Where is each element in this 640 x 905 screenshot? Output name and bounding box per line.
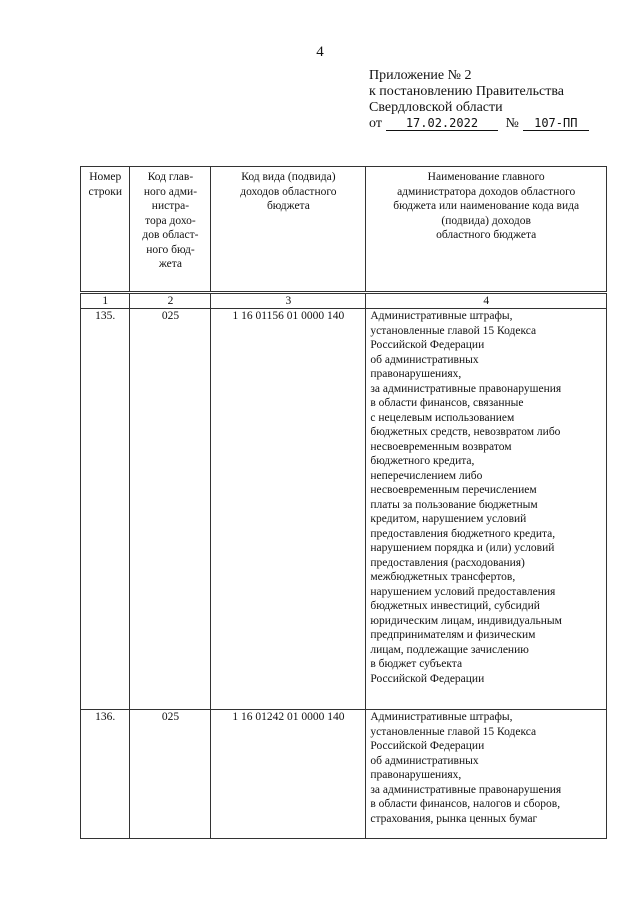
text-line: лицам, подлежащие зачислению <box>370 643 529 656</box>
text-line: об административных <box>370 754 479 767</box>
text-line: в области финансов, связанные <box>370 397 524 409</box>
text-line: платы за пользование бюджетным <box>370 498 538 511</box>
text-line: нистра- <box>151 200 190 212</box>
text-line: с нецелевым использованием <box>370 411 515 424</box>
text-line: нарушением условий предоставления <box>370 585 556 598</box>
appendix-resolution-line: к постановлению Правительства <box>369 84 565 99</box>
text-line: областного бюджета <box>436 229 537 241</box>
text-line: ного бюд- <box>146 243 195 256</box>
text-line: доходов областного <box>240 185 337 198</box>
text-line: бюджетных инвестиций, субсидий <box>370 600 540 612</box>
income-code: 1 16 01156 01 0000 140 <box>211 309 366 710</box>
number-field: 107-ПП <box>523 116 589 131</box>
header-income-code <box>211 167 366 293</box>
text-line: предоставления бюджетного кредита, <box>370 527 556 540</box>
text-line: Российской Федерации <box>370 339 485 351</box>
text-line: правонарушениях, <box>370 368 462 380</box>
text-line: администратора доходов областного <box>397 185 576 198</box>
text-line: Наименование главного <box>427 171 545 183</box>
table-row <box>81 710 607 839</box>
text-line: предпринимателям и физическим <box>370 629 536 641</box>
admin-code: 025 <box>130 309 211 710</box>
text-line: бюджета <box>266 200 310 212</box>
text-line: Административные штрафы, <box>370 310 513 322</box>
text-line: юридическим лицам, индивидуальным <box>370 614 562 627</box>
date-field: 17.02.2022 <box>386 116 498 131</box>
text-line: Административные штрафы, <box>370 711 513 723</box>
text-line: несвоевременным перечислением <box>370 484 537 496</box>
income-table <box>80 166 607 839</box>
text-line: (подвида) доходов <box>441 214 531 227</box>
column-number: 4 <box>366 293 607 309</box>
text-line: нарушением порядка и (или) условий <box>370 542 555 554</box>
text-line: бюджета или наименование кода вида <box>393 200 580 212</box>
row-number: 136. <box>81 710 130 839</box>
text-line: за административные правонарушения <box>370 783 562 796</box>
text-line: Российской Федерации <box>370 672 485 685</box>
text-line: кредитом, нарушением условий <box>370 513 527 525</box>
text-line: установленные главой 15 Кодекса <box>370 725 537 738</box>
text-line: об административных <box>370 353 479 366</box>
text-line: дов област- <box>142 229 199 241</box>
header-row-number <box>81 167 130 293</box>
text-line: межбюджетных трансфертов, <box>370 571 516 583</box>
header-admin-code <box>130 167 211 293</box>
header-name <box>366 167 607 293</box>
text-line: за административные правонарушения <box>370 382 562 395</box>
text-line: страхования, рынка ценных бумаг <box>370 812 538 825</box>
income-code: 1 16 01242 01 0000 140 <box>211 710 366 839</box>
table-row <box>81 309 607 710</box>
column-numbers-row <box>81 293 607 309</box>
text-line: ного адми- <box>143 185 198 198</box>
text-line: правонарушениях, <box>370 769 462 781</box>
text-line: Номер <box>89 171 122 183</box>
date-prefix: от <box>369 116 382 131</box>
text-line: Код глав- <box>147 171 194 183</box>
text-line: строки <box>88 185 122 198</box>
column-number: 1 <box>81 293 130 309</box>
table-header-row <box>81 167 607 293</box>
text-line: Российской Федерации <box>370 740 485 752</box>
text-line: в бюджет субъекта <box>370 658 463 670</box>
text-line: в области финансов, налогов и сборов, <box>370 798 561 810</box>
column-number: 2 <box>130 293 211 309</box>
page-number: 4 <box>316 44 324 60</box>
text-line: установленные главой 15 Кодекса <box>370 324 537 337</box>
appendix-date-line <box>369 116 589 132</box>
text-line: несвоевременным возвратом <box>370 440 512 453</box>
appendix-header <box>369 68 589 132</box>
text-line: бюджетных средств, невозвратом либо <box>370 426 561 438</box>
text-line: бюджетного кредита, <box>370 455 475 467</box>
income-name <box>366 309 607 710</box>
text-line: Код вида (подвида) <box>241 171 336 183</box>
text-line: жета <box>158 258 183 270</box>
text-line: неперечислением либо <box>370 469 483 482</box>
income-name <box>366 710 607 839</box>
row-number: 135. <box>81 309 130 710</box>
text-line: предоставления (расходования) <box>370 556 525 569</box>
appendix-title: Приложение № 2 <box>369 68 472 83</box>
appendix-region-line: Свердловской области <box>369 100 503 115</box>
column-number: 3 <box>211 293 366 309</box>
number-prefix: № <box>505 116 519 131</box>
text-line: тора дохо- <box>145 214 196 227</box>
admin-code: 025 <box>130 710 211 839</box>
